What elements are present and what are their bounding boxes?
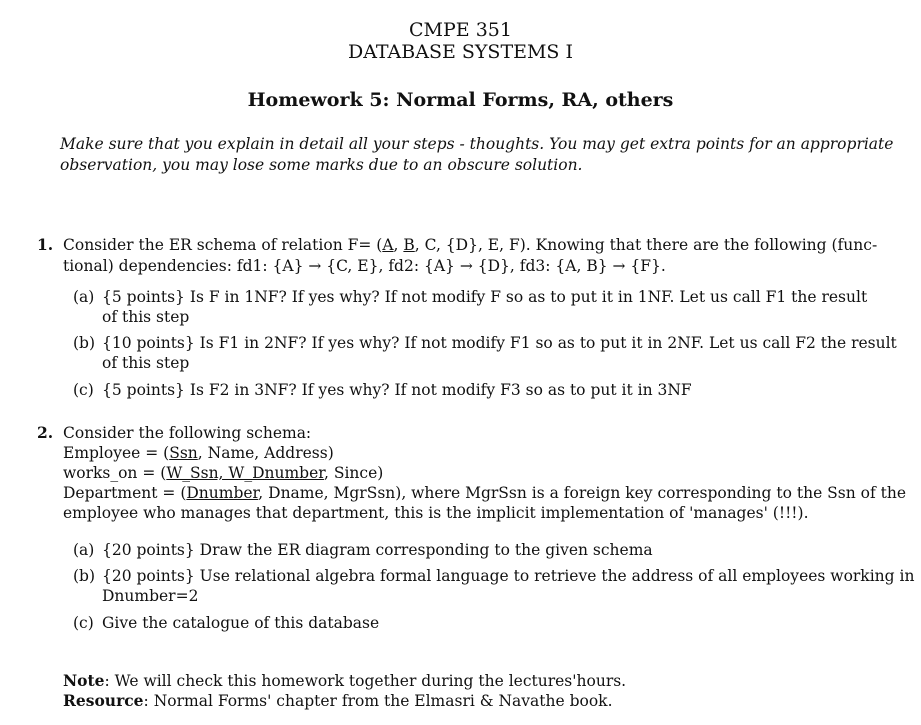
q1-part-c-line1: {5 points} Is F2 in 3NF? If yes why? If not modify F3 so as to put it in 3NF (102, 381, 692, 399)
q1-sep: , (393, 236, 404, 254)
q2-part-a-line1: {20 points} Draw the ER diagram corresponding to the given schema (102, 541, 653, 559)
q2-intro: Consider the following schema: (63, 424, 312, 442)
q1-number: 1. (37, 235, 54, 254)
intro-line-1: Make sure that you explain in detail all your steps - thoughts. You may get extra points for an appropriate (60, 135, 894, 153)
q1-line1-pre: Consider the ER schema of relation F= ( (63, 236, 383, 254)
course-code: CMPE 351 (409, 19, 512, 41)
q2-part-b-line1: {20 points} Use relational algebra formal language to retrieve the address of all employees working in (102, 567, 915, 585)
q2-number: 2. (37, 423, 54, 442)
note-text: : We will check this homework together during the lectures'hours. (104, 672, 627, 690)
note-line (63, 671, 626, 690)
dept-post: , Dname, MgrSsn), where MgrSsn is a foreign key corresponding to the Ssn of the (258, 484, 907, 502)
q2-part-c-label: (c) (73, 614, 94, 632)
works-pre: works_on = ( (63, 464, 167, 482)
q2-part-b-line2: Dnumber=2 (102, 587, 199, 605)
intro-line-2: observation, you may lose some marks due to an obscure solution. (60, 156, 583, 174)
q1-part-b-label: (b) (73, 334, 96, 352)
works-key: W_Ssn, W_Dnumber (166, 464, 324, 482)
homework-title: Homework 5: Normal Forms, RA, others (247, 89, 674, 111)
q2-part-a-label: (a) (73, 541, 95, 559)
q2-works-on (63, 463, 383, 483)
q1-part-a-label: (a) (73, 288, 95, 306)
q2-department-line2: employee who manages that department, this is the implicit implementation of 'manages' (!!!). (63, 504, 809, 522)
q1-part-a-line2: of this step (102, 308, 190, 326)
works-post: , Since) (323, 464, 384, 482)
resource-line (63, 691, 613, 710)
dept-key: Dnumber (186, 484, 259, 502)
intro-paragraph (60, 134, 894, 176)
q2-part-c-line1: Give the catalogue of this database (102, 614, 380, 632)
q2-part-b-label: (b) (73, 567, 96, 585)
employee-key: Ssn (169, 444, 198, 462)
resource-label: Resource (63, 691, 144, 710)
q1-part-b-line1: {10 points} Is F1 in 2NF? If yes why? If not modify F1 so as to put it in 2NF. Let us call F2 the result (102, 334, 897, 352)
q2-department (63, 483, 906, 503)
q2-employee (63, 443, 334, 463)
course-title: DATABASE SYSTEMS I (347, 41, 573, 63)
q1-attr-a: A (382, 236, 394, 254)
q1-attr-b: B (403, 236, 415, 254)
q1-line-2: tional) dependencies: fd1: {A} → {C, E}, fd2: {A} → {D}, fd3: {A, B} → {F}. (63, 257, 666, 275)
resource-text: : Normal Forms' chapter from the Elmasri & Navathe book. (143, 692, 613, 710)
note-label: Note (63, 671, 105, 690)
dept-pre: Department = ( (63, 484, 187, 502)
q1-part-c-label: (c) (73, 381, 94, 399)
q1-part-b-line2: of this step (102, 354, 190, 372)
q1-line1-post: , C, {D}, E, F). Knowing that there are the following (func- (414, 236, 878, 254)
employee-pre: Employee = ( (63, 444, 170, 462)
employee-post: , Name, Address) (197, 444, 334, 462)
q1-line-1 (63, 235, 877, 255)
q1-part-a-line1: {5 points} Is F in 1NF? If yes why? If not modify F so as to put it in 1NF. Let us call F1 the result (102, 288, 868, 306)
